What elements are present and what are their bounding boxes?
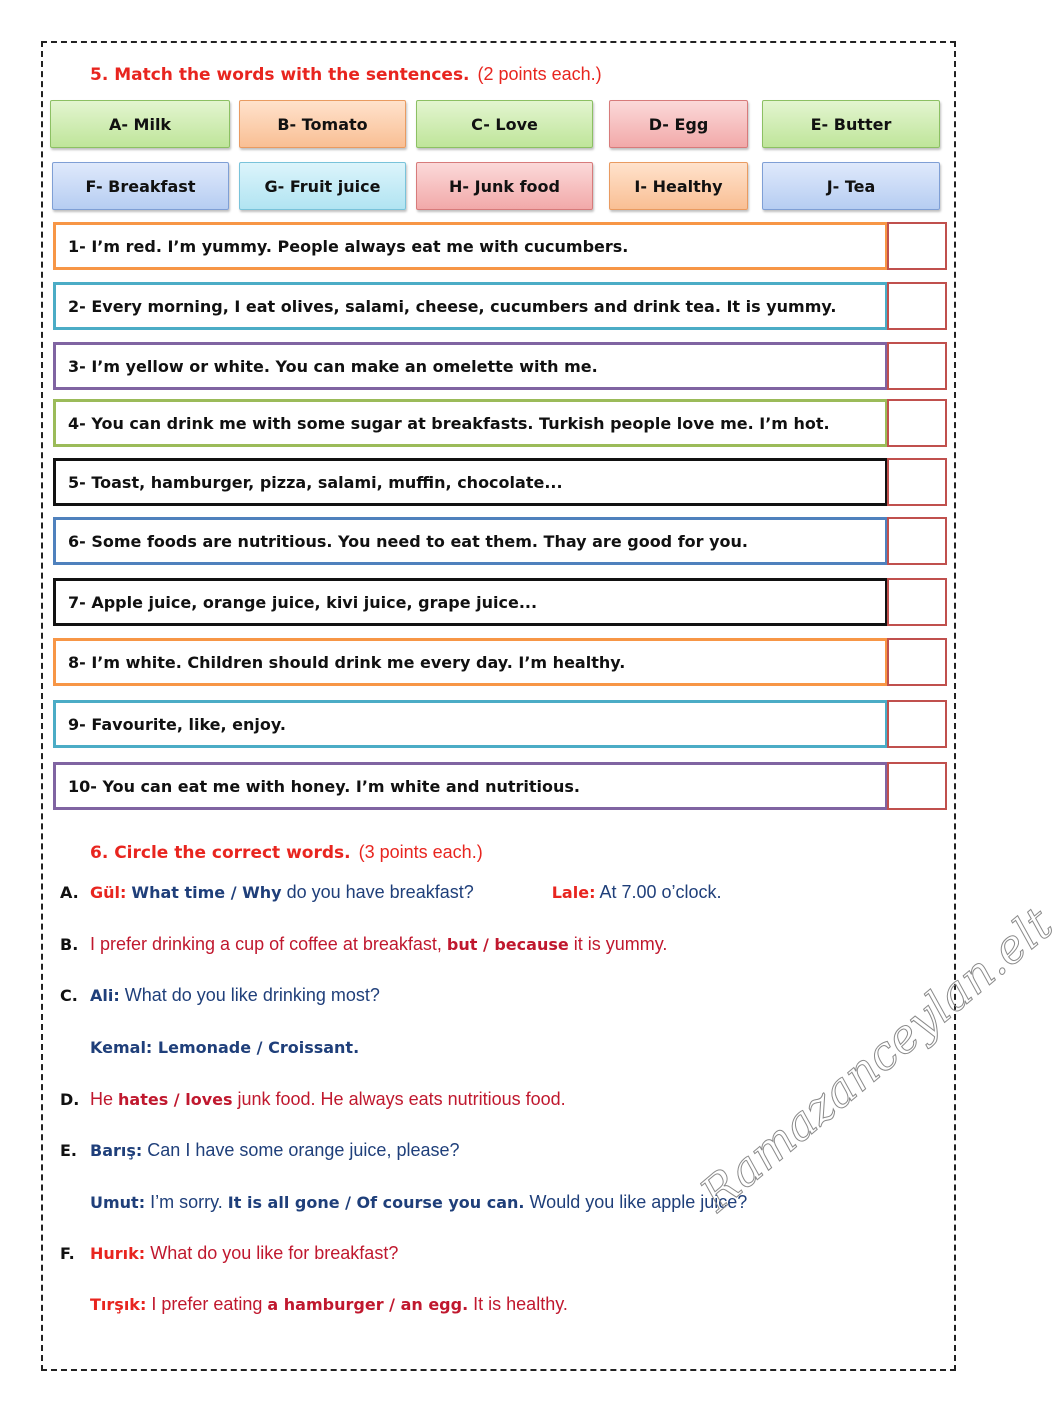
watermark: Ramazanceylan.elt	[690, 896, 1063, 1222]
answer-box-1[interactable]	[887, 222, 947, 270]
question-f-answer	[90, 1294, 568, 1315]
choice-option[interactable]: hates / loves	[118, 1090, 233, 1109]
question-text: What do you like for breakfast?	[145, 1243, 399, 1263]
answer-text: I’m sorry.	[145, 1192, 228, 1212]
answer-text: Would you like apple juice?	[524, 1192, 748, 1212]
answer-text: At 7.00 o’clock.	[595, 882, 722, 902]
sentence-7: 7- Apple juice, orange juice, kivi juice, grape juice...	[53, 578, 888, 626]
word-card-g[interactable]: G- Fruit juice	[239, 162, 406, 210]
answer-box-9[interactable]	[887, 700, 947, 748]
answer-box-6[interactable]	[887, 517, 947, 565]
question-e-answer	[90, 1192, 747, 1213]
sentence-3: 3- I’m yellow or white. You can make an omelette with me.	[53, 342, 888, 390]
question-d	[60, 1089, 566, 1110]
section-6-heading: 6. Circle the correct words.	[90, 843, 351, 863]
question-letter: B.	[60, 935, 79, 954]
word-card-e[interactable]: E- Butter	[762, 100, 940, 148]
sentence-6: 6- Some foods are nutritious. You need to eat them. Thay are good for you.	[53, 517, 888, 565]
choice-option[interactable]: but / because	[446, 935, 569, 954]
sentence-8: 8- I’m white. Children should drink me every day. I’m healthy.	[53, 638, 888, 686]
question-b	[60, 934, 667, 955]
speaker-name: Gül:	[90, 883, 127, 902]
speaker-name: Tırşık:	[90, 1295, 147, 1314]
section-6-title	[90, 842, 483, 863]
speaker-name: Hurık:	[90, 1244, 146, 1263]
speaker-name: Umut:	[90, 1193, 146, 1212]
word-card-i[interactable]: I- Healthy	[609, 162, 748, 210]
sentence-5: 5- Toast, hamburger, pizza, salami, muffin, chocolate...	[53, 458, 888, 506]
answer-text: It is healthy.	[468, 1294, 568, 1314]
question-letter: C.	[60, 986, 78, 1005]
word-card-j[interactable]: J- Tea	[762, 162, 940, 210]
choice-option[interactable]: What time / Why	[131, 883, 282, 902]
word-card-f[interactable]: F- Breakfast	[52, 162, 229, 210]
section-6-points: (3 points each.)	[358, 842, 483, 862]
question-letter: D.	[60, 1090, 80, 1109]
question-text: do you have breakfast?	[281, 882, 474, 902]
word-card-c[interactable]: C- Love	[416, 100, 593, 148]
question-text: I prefer drinking a cup of coffee at breakfast,	[90, 934, 447, 954]
sentence-1: 1- I’m red. I’m yummy. People always eat me with cucumbers.	[53, 222, 888, 270]
answer-box-4[interactable]	[887, 399, 947, 447]
question-text: junk food. He always eats nutritious food.	[232, 1089, 566, 1109]
question-f	[60, 1243, 398, 1264]
word-card-a[interactable]: A- Milk	[50, 100, 230, 148]
question-letter: E.	[60, 1141, 78, 1160]
question-c-answer	[90, 1037, 359, 1058]
answer-box-8[interactable]	[887, 638, 947, 686]
sentence-4: 4- You can drink me with some sugar at breakfasts. Turkish people love me. I’m hot.	[53, 399, 888, 447]
answer-text: I prefer eating	[146, 1294, 268, 1314]
section-5-points: (2 points each.)	[477, 64, 602, 84]
question-text: What do you like drinking most?	[119, 985, 380, 1005]
sentence-10: 10- You can eat me with honey. I’m white and nutritious.	[53, 762, 888, 810]
question-text: He	[90, 1089, 119, 1109]
choice-option[interactable]: It is all gone / Of course you can.	[227, 1193, 525, 1212]
section-5-heading: 5. Match the words with the sentences.	[90, 65, 470, 85]
word-card-d[interactable]: D- Egg	[609, 100, 748, 148]
section-5-title	[90, 64, 602, 85]
word-card-h[interactable]: H- Junk food	[416, 162, 593, 210]
answer-box-5[interactable]	[887, 458, 947, 506]
answer-box-7[interactable]	[887, 578, 947, 626]
question-c	[60, 985, 380, 1006]
choice-option[interactable]: Lemonade / Croissant.	[152, 1038, 360, 1057]
answer-box-10[interactable]	[887, 762, 947, 810]
speaker-name: Ali:	[90, 986, 120, 1005]
sentence-2: 2- Every morning, I eat olives, salami, cheese, cucumbers and drink tea. It is yummy.	[53, 282, 888, 330]
sentence-9: 9- Favourite, like, enjoy.	[53, 700, 888, 748]
question-e	[60, 1140, 460, 1161]
speaker-name: Kemal:	[90, 1038, 153, 1057]
speaker-name: Barış:	[90, 1141, 143, 1160]
speaker-name: Lale:	[551, 883, 596, 902]
question-text: it is yummy.	[568, 934, 668, 954]
question-letter: F.	[60, 1244, 75, 1263]
word-card-b[interactable]: B- Tomato	[239, 100, 406, 148]
choice-option[interactable]: a hamburger / an egg.	[267, 1295, 469, 1314]
question-text: Can I have some orange juice, please?	[142, 1140, 460, 1160]
question-letter: A.	[60, 883, 79, 902]
answer-box-2[interactable]	[887, 282, 947, 330]
answer-box-3[interactable]	[887, 342, 947, 390]
question-a	[60, 882, 722, 903]
